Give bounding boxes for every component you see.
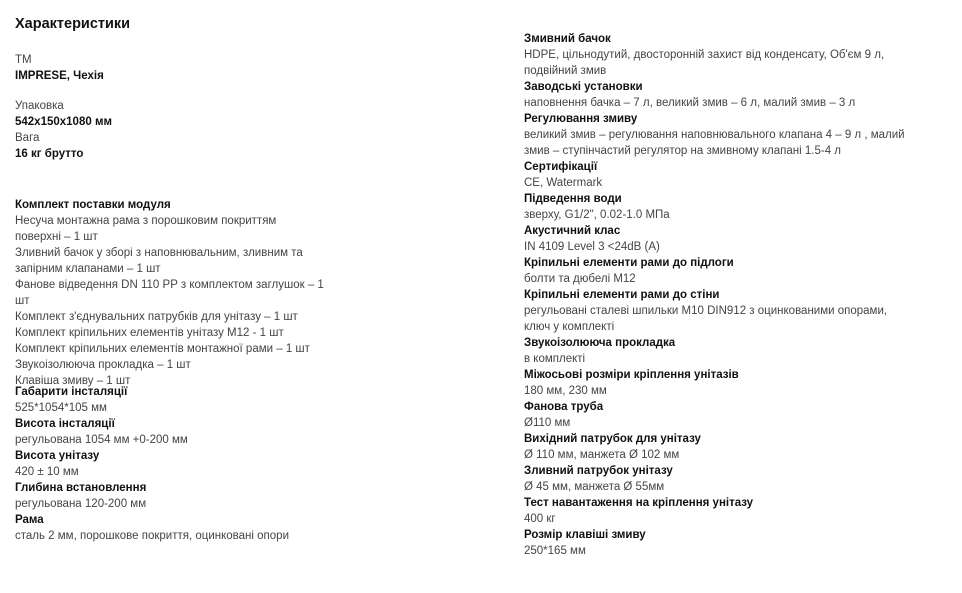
- kit-line: Комплект з'єднувальних патрубків для унітазу – 1 шт: [15, 311, 298, 323]
- spec-value: регульована 120-200 мм: [15, 498, 147, 510]
- spec-label: Фанова труба: [524, 401, 604, 413]
- tm-value: IMPRESE, Чехія: [15, 70, 104, 82]
- kit-line: Комплект кріпильних елементів унітазу М12 - 1 шт: [15, 327, 284, 339]
- spec-label: Глибина встановлення: [15, 482, 147, 494]
- kit-line: поверхні – 1 шт: [15, 231, 98, 243]
- spec-value: Ø110 мм: [524, 417, 571, 429]
- spec-value: CE, Watermark: [524, 177, 603, 189]
- kit-block: [15, 197, 360, 389]
- spec-label: Розмір клавіші змиву: [524, 529, 646, 541]
- weight-label: Вага: [15, 132, 40, 144]
- spec-value: регульована 1054 мм +0-200 мм: [15, 434, 188, 446]
- spec-value: регульовані сталеві шпильки М10 DIN912 з оцинкованими опорами,: [524, 305, 888, 317]
- right-column: [524, 31, 944, 559]
- spec-label: Регулювання змиву: [524, 113, 638, 125]
- spec-label: Рама: [15, 514, 44, 526]
- kit-line: Звукоізолююча прокладка – 1 шт: [15, 359, 191, 371]
- spec-value: в комплекті: [524, 353, 586, 365]
- tm-label: TM: [15, 54, 32, 66]
- page-title: Характеристики: [15, 16, 131, 32]
- spec-label: Підведення води: [524, 193, 622, 205]
- spec-value: IN 4109 Level 3 <24dB (A): [524, 241, 660, 253]
- spec-value: зверху, G1/2", 0.02-1.0 МПа: [524, 209, 670, 221]
- spec-value: 420 ± 10 мм: [15, 466, 79, 478]
- kit-line: Комплект кріпильних елементів монтажної рами – 1 шт: [15, 343, 310, 355]
- spec-value: 400 кг: [524, 513, 556, 525]
- kit-line: запірним клапанами – 1 шт: [15, 263, 161, 275]
- pack-label: Упаковка: [15, 100, 64, 112]
- spec-value: подвійний змив: [524, 65, 607, 77]
- spec-value: 180 мм, 230 мм: [524, 385, 607, 397]
- spec-label: Висота інсталяції: [15, 418, 115, 430]
- spec-label: Вихідний патрубок для унітазу: [524, 433, 701, 445]
- spec-label: Зливний патрубок унітазу: [524, 465, 673, 477]
- spec-value: змив – ступінчастий регулятор на змивному клапані 1.5-4 л: [524, 145, 842, 157]
- spacer: [15, 162, 360, 197]
- spec-value: HDPE, цільнодутий, двосторонній захист від конденсату, Об'єм 9 л,: [524, 49, 885, 61]
- kit-header: Комплект поставки модуля: [15, 199, 171, 211]
- spec-label: Висота унітазу: [15, 450, 100, 462]
- spec-label: Кріпильні елементи рами до стіни: [524, 289, 720, 301]
- spec-label: Сертифікації: [524, 161, 598, 173]
- spec-value: сталь 2 мм, порошкове покриття, оцинковані опори: [15, 530, 289, 542]
- left-column: [15, 52, 360, 544]
- kit-line: Фанове відведення DN 110 PP з комплектом заглушок – 1: [15, 279, 324, 291]
- spec-value: Ø 45 мм, манжета Ø 55мм: [524, 481, 665, 493]
- kit-line: Клавіша змиву – 1 шт: [15, 375, 131, 387]
- kit-line: Зливний бачок у зборі з наповнювальним, зливним та: [15, 247, 303, 259]
- spec-value: 525*1054*105 мм: [15, 402, 107, 414]
- spec-label: Кріпильні елементи рами до підлоги: [524, 257, 734, 269]
- spacer: [15, 84, 360, 98]
- spec-label: Звукоізолююча прокладка: [524, 337, 676, 349]
- weight-value: 16 кг брутто: [15, 148, 84, 160]
- spec-value: болти та дюбелі М12: [524, 273, 636, 285]
- spec-label: Змивний бачок: [524, 33, 611, 45]
- spec-value: великий змив – регулювання наповнювального клапана 4 – 9 л , малий: [524, 129, 905, 141]
- spec-value: Ø 110 мм, манжета Ø 102 мм: [524, 449, 680, 461]
- spec-label: Міжосьові розміри кріплення унітазів: [524, 369, 739, 381]
- kit-line: Несуча монтажна рама з порошковим покриттям: [15, 215, 277, 227]
- spec-label: Габарити інсталяції: [15, 386, 128, 398]
- spec-value: ключ у комплекті: [524, 321, 615, 333]
- spec-value: 250*165 мм: [524, 545, 586, 557]
- spec-value: наповнення бачка – 7 л, великий змив – 6 л, малий змив – 3 л: [524, 97, 856, 109]
- spec-label: Заводські установки: [524, 81, 643, 93]
- spec-label: Тест навантаження на кріплення унітазу: [524, 497, 754, 509]
- kit-line: шт: [15, 295, 30, 307]
- spec-label: Акустичний клас: [524, 225, 621, 237]
- pack-value: 542x150x1080 мм: [15, 116, 112, 128]
